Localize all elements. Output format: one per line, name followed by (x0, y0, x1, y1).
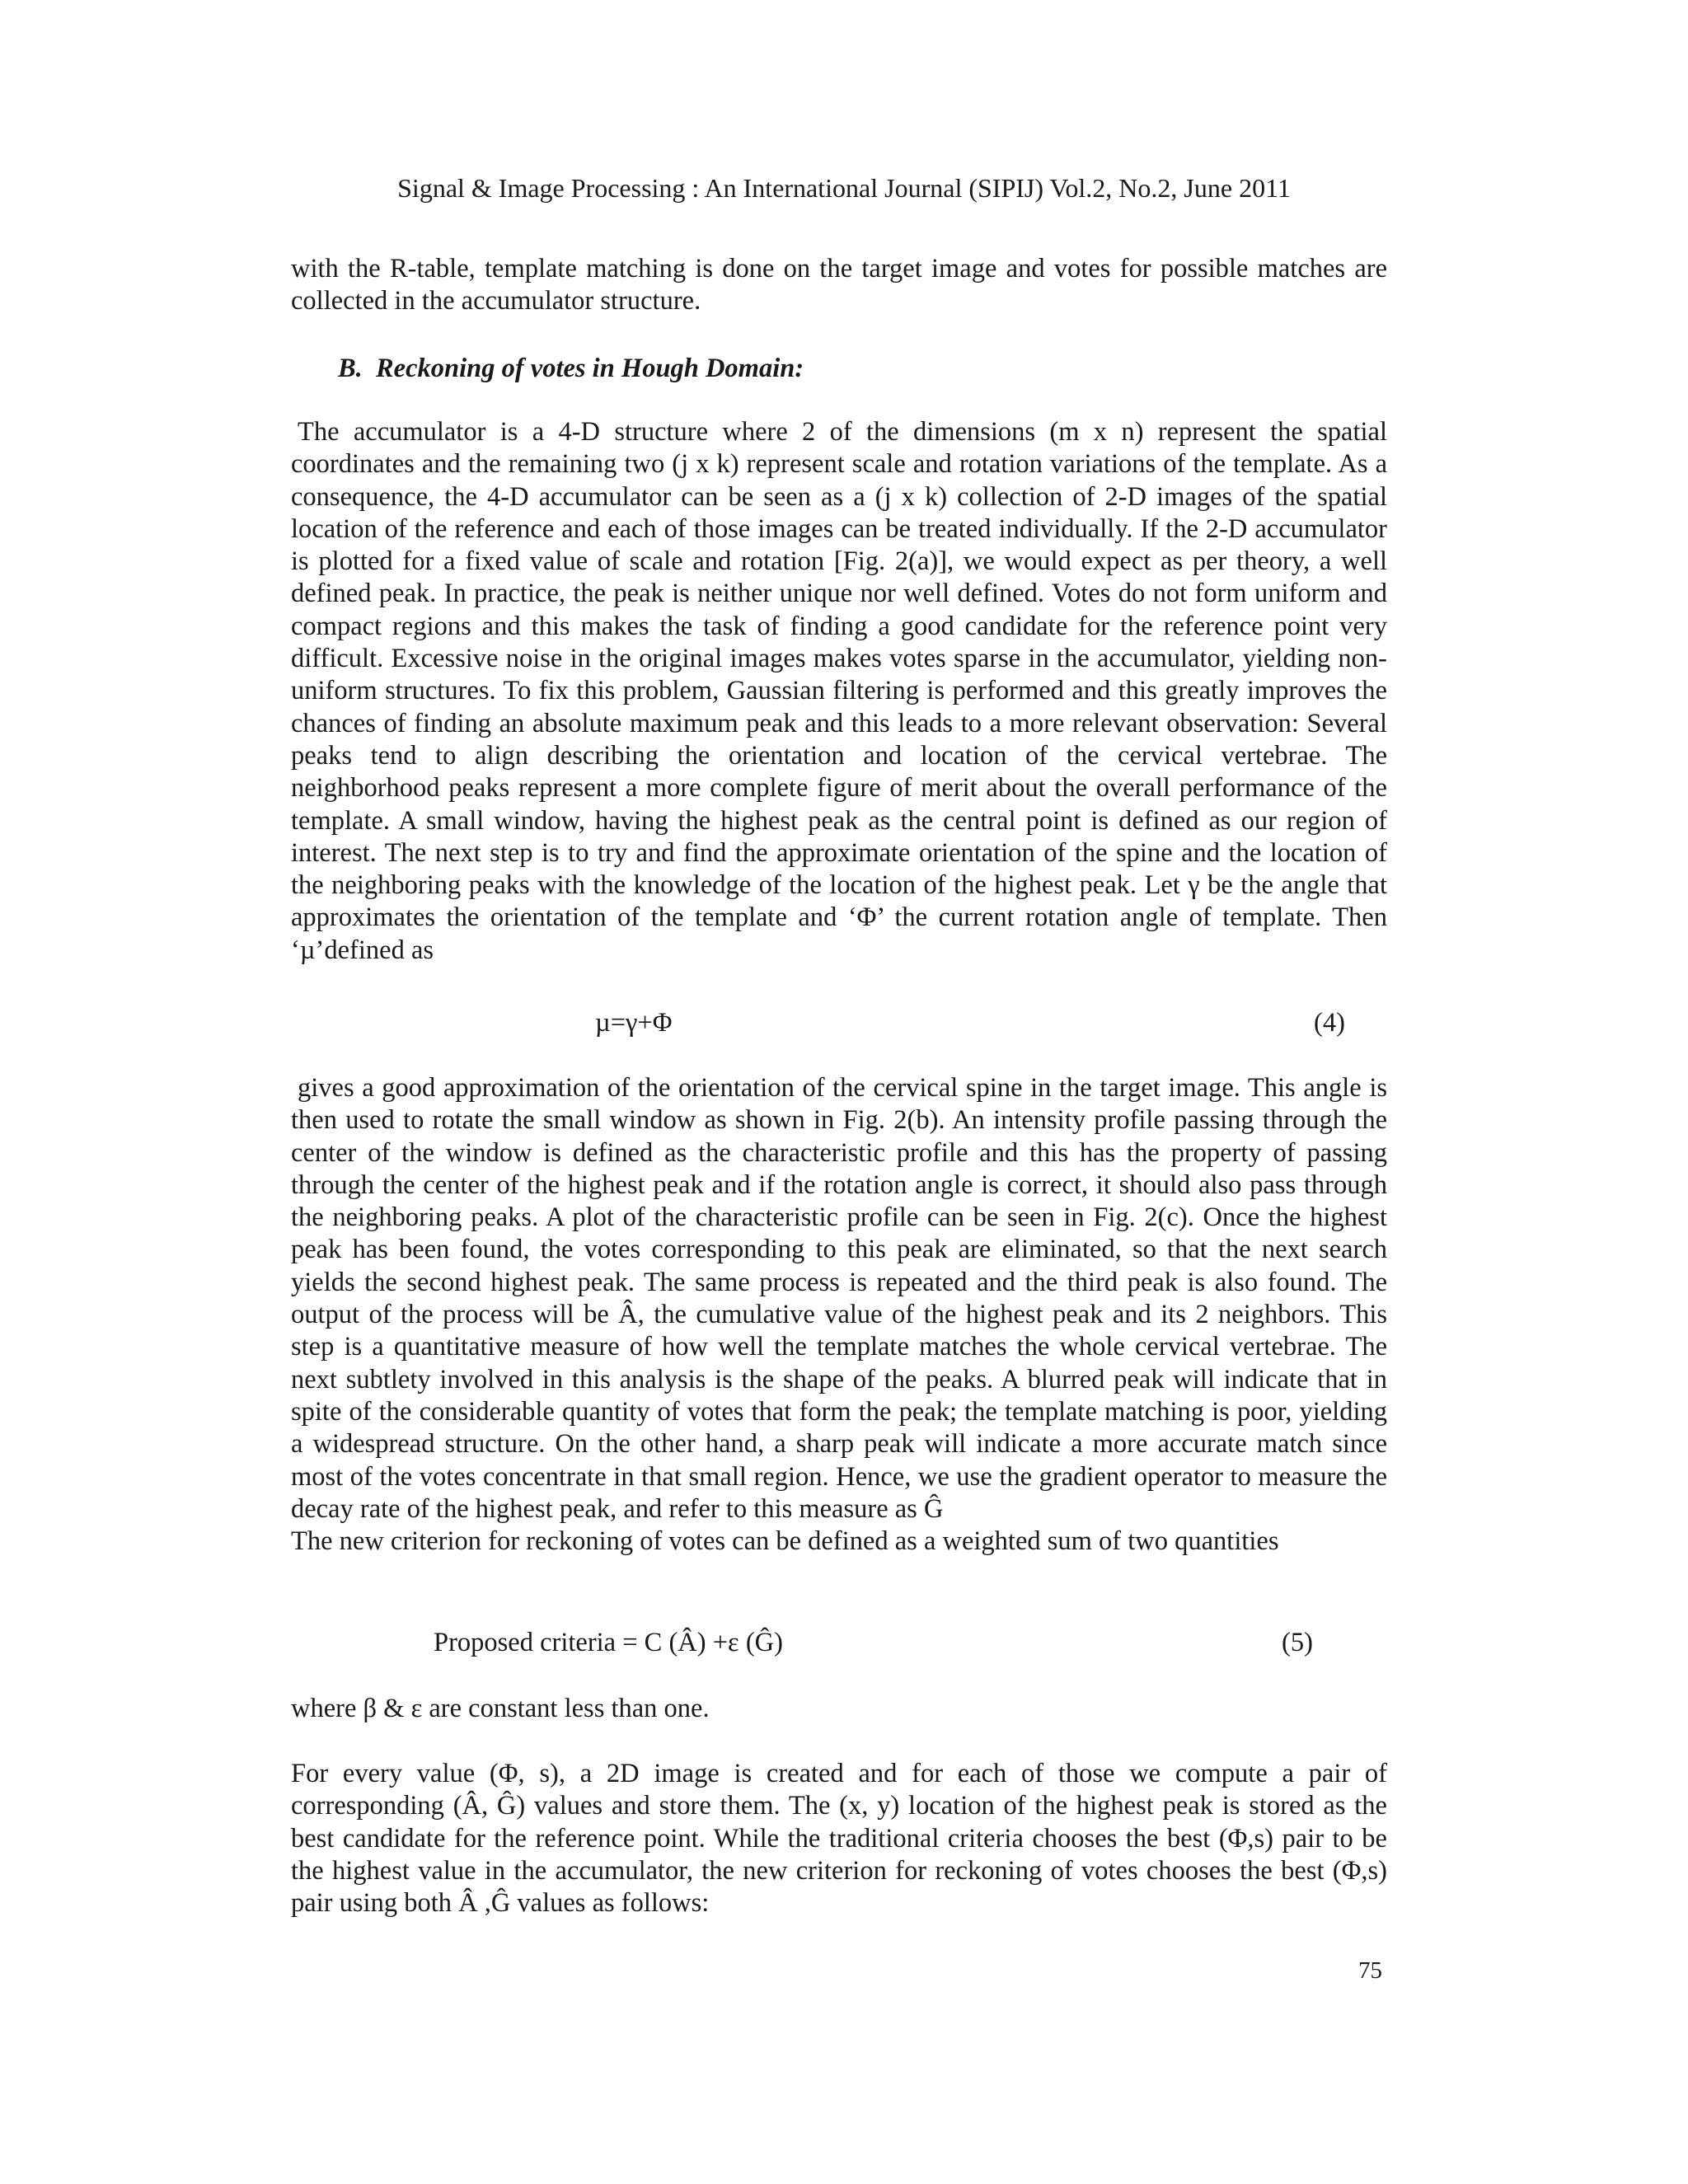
section-number: B. (338, 354, 363, 383)
equation-4: µ=γ+Φ (595, 1008, 673, 1038)
paragraph-text: gives a good approximation of the orientation of the cervical spine in the target image. This angle is then used to rotate the small window as shown in Fig. 2(b). An intensity profile passing through the center of the window is defined as the characteristic profile and this has the property of passing through the center of the highest peak and if the rotation angle is correct, it should also pass through the neighboring peaks. A plot of the characteristic profile can be seen in Fig. 2(c). Once the highest peak has been found, the votes corresponding to this peak are eliminated, so that the next search yields the second highest peak. The same process is repeated and the third peak is also found. The output of the process will be Â, the cumulative value of the highest peak and its 2 neighbors. This step is a quantitative measure of how well the template matches the whole cervical vertebrae. The next subtlety involved in this analysis is the shape of the peaks. A blurred peak will indicate that in spite of the considerable quantity of votes that form the peak; the template matching is poor, yielding a widespread structure. On the other hand, a sharp peak will indicate a more accurate match since most of the votes concentrate in that small region. Hence, we use the gradient operator to measure the decay rate of the highest peak, and refer to this measure as Ĝ (291, 1073, 1387, 1524)
paragraph-criterion (291, 1758, 1387, 1919)
paragraph-text: The accumulator is a 4-D structure where 2 of the dimensions (m x n) represent the spatial coordinates and the remaining two (j x k) represent scale and rotation variations of the template. As a consequence, the 4-D accumulator can be seen as a (j x k) collection of 2-D images of the spatial location of the reference and each of those images can be treated individually. If the 2-D accumulator is plotted for a fixed value of scale and rotation [Fig. 2(a)], we would expect as per theory, a well defined peak. In practice, the peak is neither unique nor well defined. Votes do not form uniform and compact regions and this makes the task of finding a good candidate for the reference point very difficult. Excessive noise in the original images makes votes sparse in the accumulator, yielding non-uniform structures. To fix this problem, Gaussian filtering is performed and this greatly improves the chances of finding an absolute maximum peak and this leads to a more relevant observation: Several peaks tend to align describing the orientation and location of the cervical vertebrae. The neighborhood peaks represent a more complete figure of merit about the overall performance of the template. A small window, having the highest peak as the central point is defined as our region of interest. The next step is to try and find the approximate orientation of the spine and the location of the neighboring peaks with the knowledge of the location of the highest peak. Let γ be the angle that approximates the orientation of the template and ‘Φ’ the current rotation angle of template. Then ‘µ’defined as (291, 417, 1387, 965)
paragraph-text: For every value (Φ, s), a 2D image is created and for each of those we compute a pair of corresponding (Â, Ĝ) values and store them. The (x, y) location of the highest peak is stored as the best candidate for the reference point. While the traditional criteria chooses the best (Φ,s) pair to be the highest value in the accumulator, the new criterion for reckoning of votes chooses the best (Φ,s) pair using both Â ,Ĝ values as follows: (291, 1759, 1387, 1919)
paragraph-accumulator (291, 416, 1387, 967)
paragraph-text: The new criterion for reckoning of votes can be defined as a weighted sum of two quantities (291, 1526, 1279, 1557)
paragraph-constants (291, 1693, 1387, 1725)
equation-4-label: (4) (1314, 1008, 1345, 1038)
paragraph-orientation (291, 1072, 1387, 1558)
running-header: Signal & Image Processing : An International Journal (SIPIJ) Vol.2, No.2, June 2011 (397, 173, 1291, 203)
equation-5: Proposed criteria = C (Â) +ε (Ĝ) (434, 1628, 783, 1657)
section-title: Reckoning of votes in Hough Domain: (376, 354, 804, 383)
paragraph-text: where β & ε are constant less than one. (291, 1694, 710, 1723)
section-heading (338, 353, 804, 385)
paragraph-intro-continuation (291, 253, 1387, 318)
paragraph-text: with the R-table, template matching is done on the target image and votes for possible matches are collected in the accumulator structure. (291, 254, 1387, 316)
page-number: 75 (1358, 1957, 1382, 1984)
equation-5-label: (5) (1282, 1628, 1313, 1657)
